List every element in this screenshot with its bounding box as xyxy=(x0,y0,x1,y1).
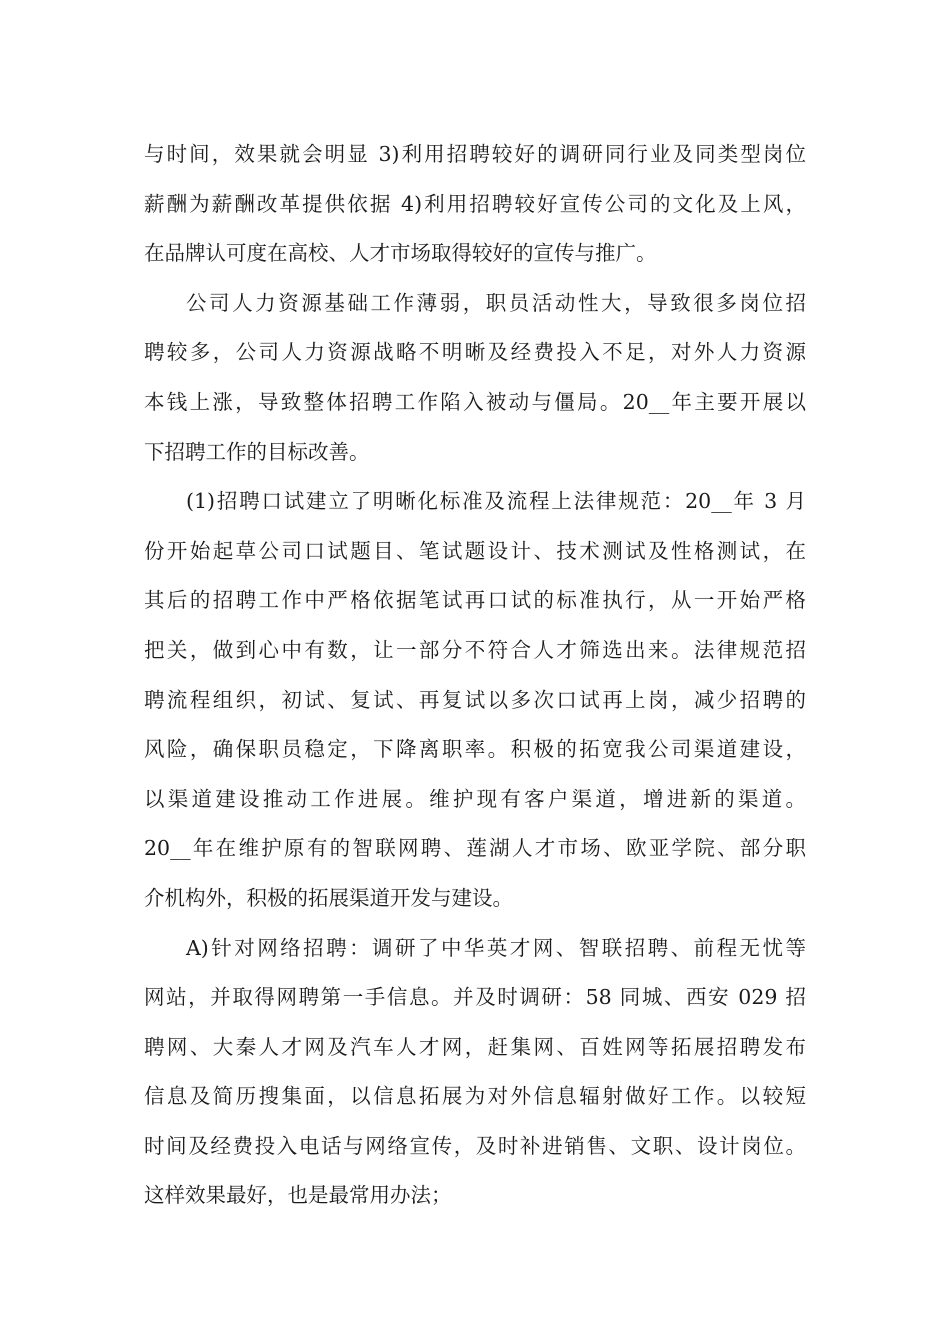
paragraph-line: 公司人力资源基础工作薄弱，职员活动性大，导致很多岗位招 xyxy=(186,290,806,315)
paragraph-line: 风险，确保职员稳定，下降离职率。积极的拓宽我公司渠道建设， xyxy=(144,737,806,762)
paragraph-line: (1)招聘口试建立了明晰化标准及流程上法律规范：20__年 3 月 xyxy=(186,489,806,514)
paragraph-line: 薪酬为薪酬改革提供依据 4)利用招聘较好宣传公司的文化及上风， xyxy=(144,191,806,216)
paragraph-line: 其后的招聘工作中严格依据笔试再口试的标准执行，从一开始严格 xyxy=(144,588,806,613)
paragraph-line: 20__年在维护原有的智联网聘、莲湖人才市场、欧亚学院、部分职 xyxy=(144,836,806,861)
document-body xyxy=(144,130,806,1221)
paragraph-line: 时间及经费投入电话与网络宣传，及时补进销售、文职、设计岗位。 xyxy=(144,1133,806,1158)
paragraph-line: 这样效果最好，也是最常用办法； xyxy=(144,1183,452,1208)
paragraph-line: 份开始起草公司口试题目、笔试题设计、技术测试及性格测试，在 xyxy=(144,538,806,563)
paragraph-line: 聘流程组织，初试、复试、再复试以多次口试再上岗，减少招聘的 xyxy=(144,687,806,712)
paragraph-line: 下招聘工作的目标改善。 xyxy=(144,439,370,464)
paragraph-line: 信息及简历搜集面，以信息拓展为对外信息辐射做好工作。以较短 xyxy=(144,1084,806,1109)
paragraph-line: 把关，做到心中有数，让一部分不符合人才筛选出来。法律规范招 xyxy=(144,637,806,662)
paragraph-line: 与时间，效果就会明显 3)利用招聘较好的调研同行业及同类型岗位 xyxy=(144,142,806,166)
paragraph-line: 以渠道建设推动工作进展。维护现有客户渠道，增进新的渠道。 xyxy=(144,786,806,811)
paragraph-line: 聘网、大秦人才网及汽车人才网，赶集网、百姓网等拓展招聘发布 xyxy=(144,1034,806,1059)
paragraph-line: 介机构外，积极的拓展渠道开发与建设。 xyxy=(144,885,513,910)
paragraph-line: 聘较多，公司人力资源战略不明晰及经费投入不足，对外人力资源 xyxy=(144,340,806,365)
paragraph-line: A)针对网络招聘：调研了中华英才网、智联招聘、前程无忧等 xyxy=(186,935,806,960)
paragraph-line: 在品牌认可度在高校、人才市场取得较好的宣传与推广。 xyxy=(144,241,657,266)
paragraph-line: 网站，并取得网聘第一手信息。并及时调研：58 同城、西安 029 招 xyxy=(144,985,806,1010)
paragraph-line: 本钱上涨，导致整体招聘工作陷入被动与僵局。20__年主要开展以 xyxy=(144,389,806,414)
